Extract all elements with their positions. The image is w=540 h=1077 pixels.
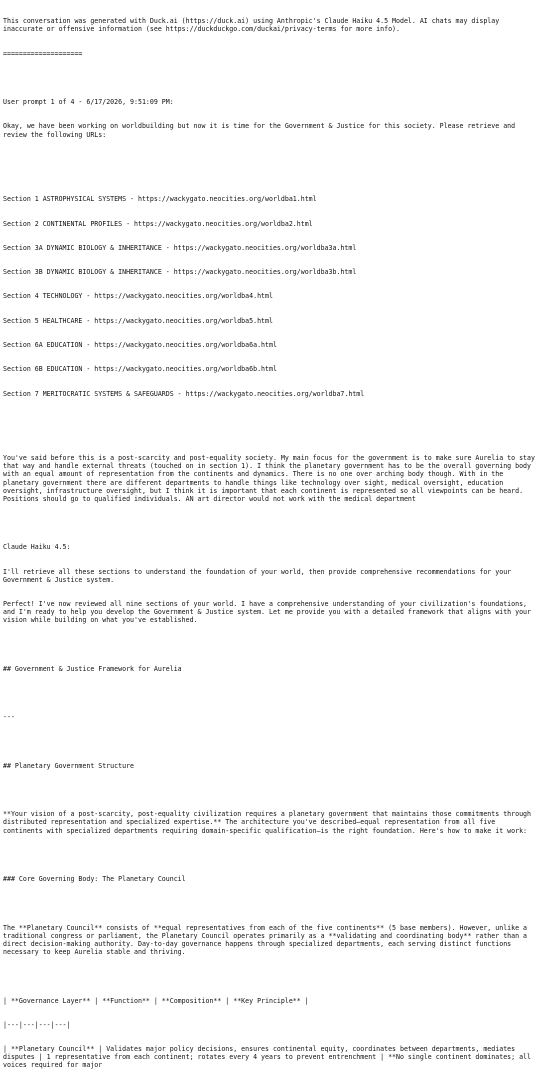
section-url-item: Section 2 CONTINENTAL PROFILES - https://wackygato.neocities.org/worldba2.html: [3, 219, 313, 228]
spacer: [3, 430, 537, 438]
spacer: [3, 851, 537, 859]
user-context-paragraph: You've said before this is a post-scarcity and post-equality society. My main focus for the government is to make sure Aurelia to stay that way and handle external threats (touched on in section 1). I think the planetary government has to be the overall governing body with an equal amount of representation from the continents and dynamics. There is no one over arching body though. With in the planetary government there are different departments to handle things like technology over sight, medical oversight, education oversight, infrastructure oversight, but I think it is important that each continent is represented so all viewpoints can be heard. Positions should go to qualified individuals. AN art director would not work with the medical department: [3, 454, 539, 503]
section-url-item: Section 3B DYNAMIC BIOLOGY & INHERITANCE - https://wackygato.neocities.org/worldba3b.html: [3, 268, 357, 277]
core-body-heading: ### Core Governing Body: The Planetary Council: [3, 875, 186, 884]
user-prompt-meta: User prompt 1 of 4 - 6/17/2026, 9:51:09 PM:: [3, 98, 174, 107]
user-prompt-text: Okay, we have been working on worldbuilding but now it is time for the Government & Justice for this society. Please retrieve and review the following URLs:: [3, 122, 520, 139]
section-url-list: [3, 179, 537, 414]
assistant-intro-paragraph: Perfect! I've now reviewed all nine sections of your world. I have a comprehensive understanding of your civilization's foundations, and I'm ready to help you develop the Government & Justice system. Let me provide you with a detailed framework that aligns with your vision while building on what you've established.: [3, 599, 535, 625]
spacer: [3, 899, 537, 907]
spacer: [3, 519, 537, 527]
section-url-item: Section 6B EDUCATION - https://wackygato.neocities.org/worldba6b.html: [3, 365, 277, 374]
duck-ai-notice: This conversation was generated with Duck.ai (https://duck.ai) using Anthropic's Claude Haiku 4.5 Model. AI chats may display inaccurate or offensive information (see https://duckduckgo.com/duckai/privacy-terms for more info).: [3, 17, 504, 34]
structure-heading: ## Planetary Government Structure: [3, 761, 135, 770]
spacer: [3, 689, 537, 697]
table-row: | **Planetary Council** | Validates major policy decisions, ensures continental equity, coordinates between departments, mediates disputes | 1 representative from each continent; rotates every 4 years to prevent entrenchment | **No single continent dominates; all voices required for major: [3, 1045, 535, 1070]
section-url-item: Section 6A EDUCATION - https://wackygato.neocities.org/worldba6a.html: [3, 340, 277, 349]
spacer: [3, 155, 537, 163]
spacer: [3, 640, 537, 648]
table-divider-row: |---|---|---|---|: [3, 1020, 71, 1029]
spacer: [3, 738, 537, 746]
section-url-item: Section 7 MERITOCRATIC SYSTEMS & SAFEGUARDS - https://wackygato.neocities.org/worldba7.html: [3, 389, 365, 398]
table-header-row: | **Governance Layer** | **Function** | **Composition** | **Key Principle** |: [3, 996, 309, 1005]
assistant-retrieving-text: I'll retrieve all these sections to understand the foundation of your world, then provide comprehensive recommendations for your Government & Justice system.: [3, 567, 516, 584]
section-url-item: Section 4 TECHNOLOGY - https://wackygato.neocities.org/worldba4.html: [3, 292, 273, 301]
spacer: [3, 972, 537, 980]
vision-paragraph: **Your vision of a post-scarcity, post-equality civilization requires a planetary government that maintains those commitments through distributed representation and specialized expertise.** The architecture you've described—equal representation from all five continents with specialized departments requiring domain-specific qualification—is the right foundation. Here's how to make it work:: [3, 810, 535, 835]
framework-heading: ## Government & Justice Framework for Aurelia: [3, 664, 182, 673]
separator-line: ====================: [3, 49, 83, 58]
horizontal-rule: ---: [3, 713, 15, 722]
section-url-item: Section 3A DYNAMIC BIOLOGY & INHERITANCE - https://wackygato.neocities.org/worldba3a.html: [3, 243, 357, 252]
council-paragraph: The **Planetary Council** consists of **equal representatives from each of the five continents** (5 base members). However, unlike a traditional congress or parliament, the Planetary Council operates primarily as a **validating and coordinating body** rather than a direct decision-making authority. Day-to-day governance happens through specialized departments, each serving distinct functions necessary to keep Aurelia stable and thriving.: [3, 923, 531, 956]
section-url-item: Section 5 HEALTHCARE - https://wackygato.neocities.org/worldba5.html: [3, 316, 273, 325]
section-url-item: Section 1 ASTROPHYSICAL SYSTEMS - https://wackygato.neocities.org/worldba1.html: [3, 195, 317, 204]
assistant-speaker-label: Claude Haiku 4.5:: [3, 543, 71, 552]
spacer: [3, 74, 537, 82]
spacer: [3, 786, 537, 794]
